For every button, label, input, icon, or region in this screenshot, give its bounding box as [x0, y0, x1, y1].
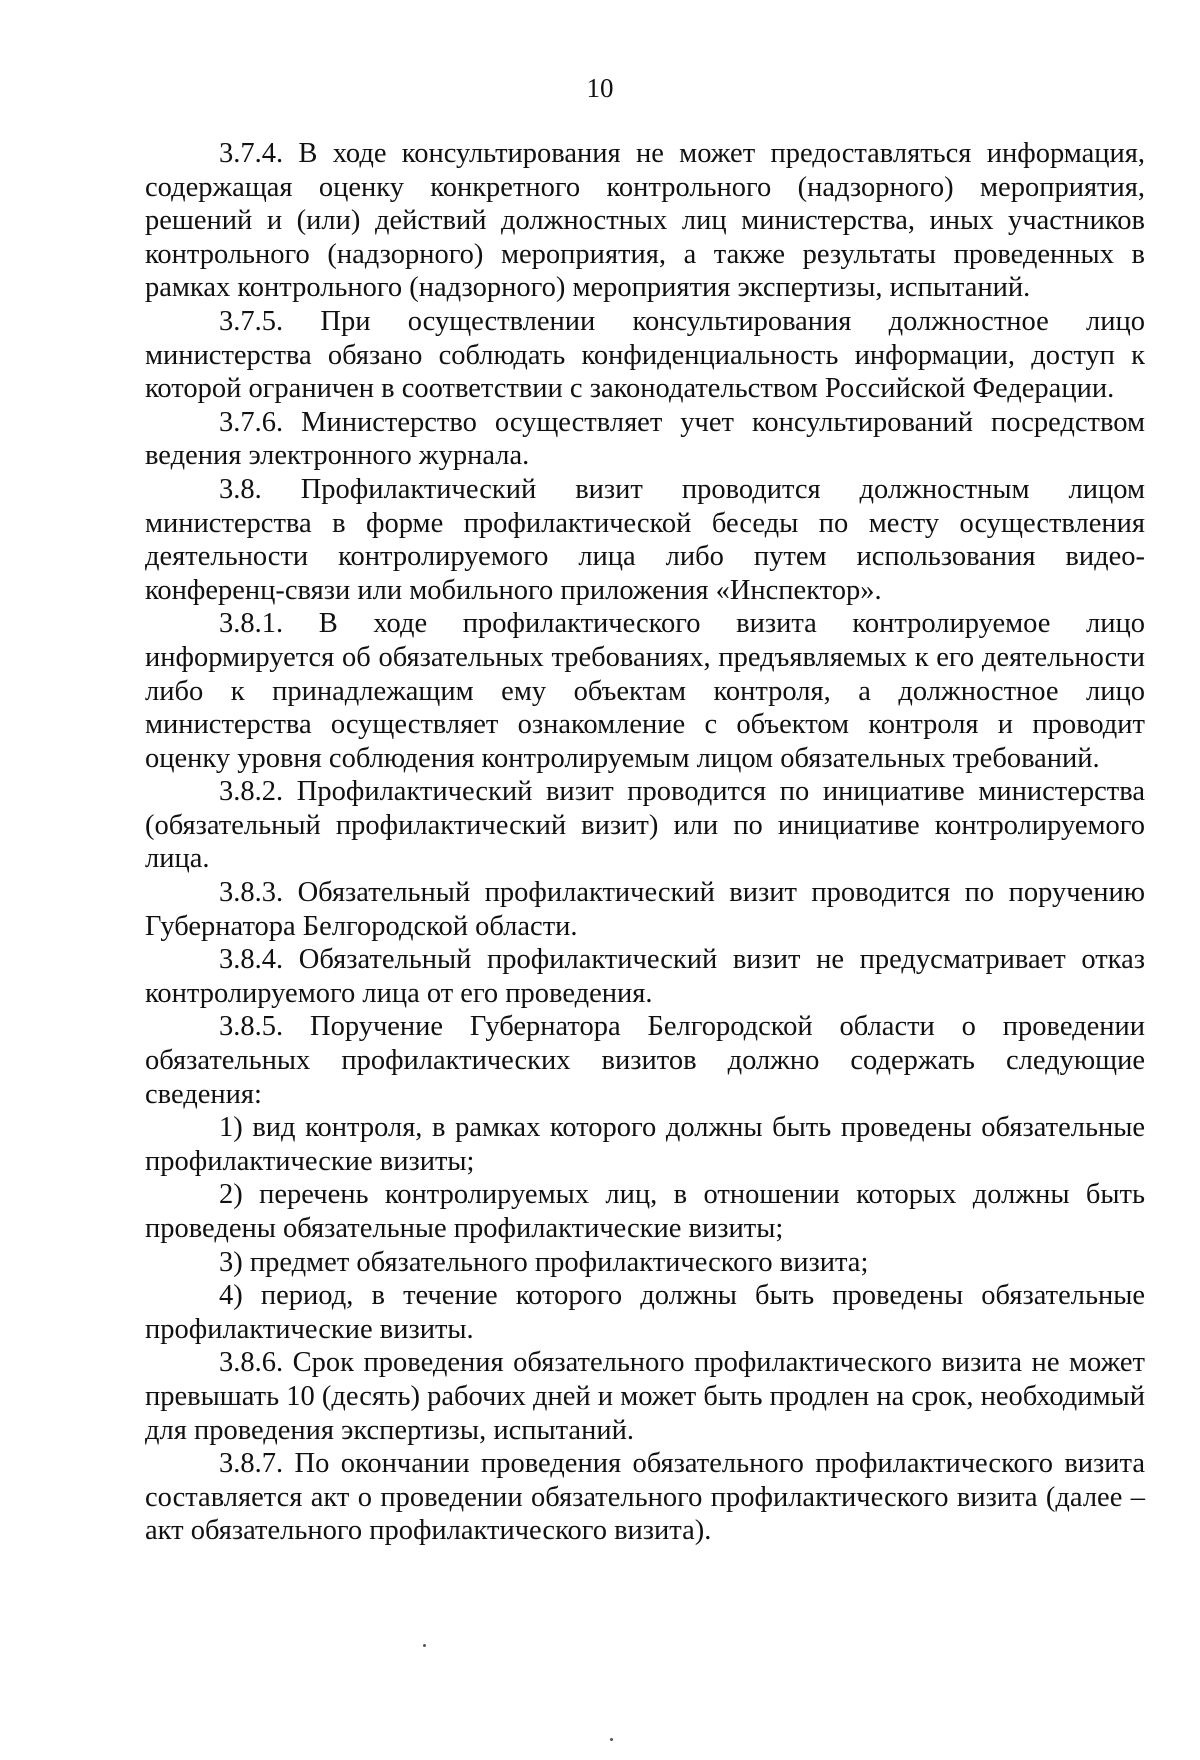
paragraph-3-8-4: 3.8.4. Обязательный профилактический визит не предусматривает отказ контролируемого лица от его проведения.	[145, 944, 1145, 1009]
paragraph-3-8-1: 3.8.1. В ходе профилактического визита контролируемое лицо информируется об обязательных требованиях, предъявляемых к его деятельности либо к принадлежащим ему объектам контроля, а должностное лицо министерства осуществляет ознакомление с объектом контроля и проводит оценку уровня соблюдения контролируемым лицом обязательных требований.	[145, 608, 1145, 774]
document-body	[145, 137, 1145, 1548]
list-item-2: 2) перечень контролируемых лиц, в отношении которых должны быть проведены обязательные профилактические визиты;	[145, 1179, 1145, 1244]
paragraph-3-8-6: 3.8.6. Срок проведения обязательного профилактического визита не может превышать 10 (десять) рабочих дней и может быть продлен на срок, необходимый для проведения экспертизы, испытаний.	[145, 1347, 1145, 1446]
paragraph-3-7-5: 3.7.5. При осуществлении консультирования должностное лицо министерства обязано соблюдать конфиденциальность информации, доступ к которой ограничен в соответствии с законодательством Российской Федерации.	[145, 305, 1145, 405]
list-item-1: 1) вид контроля, в рамках которого должны быть проведены обязательные профилактические визиты;	[145, 1112, 1145, 1177]
paragraph-3-8-7: 3.8.7. По окончании проведения обязательного профилактического визита составляется акт о проведении обязательного профилактического визита (далее – акт обязательного профилактического визита).	[145, 1448, 1145, 1547]
paragraph-3-8-5: 3.8.5. Поручение Губернатора Белгородской области о проведении обязательных профилактических визитов должно содержать следующие сведения:	[145, 1011, 1145, 1110]
list-item-4: 4) период, в течение которого должны быть проведены обязательные профилактические визиты.	[145, 1280, 1145, 1345]
scan-speck	[610, 1738, 613, 1741]
list-item-3: 3) предмет обязательного профилактического визита;	[219, 1246, 869, 1278]
paragraph-3-8-2: 3.8.2. Профилактический визит проводится по инициативе министерства (обязательный профилактический визит) или по инициативе контролируемого лица.	[145, 776, 1145, 875]
paragraph-3-7-4: 3.7.4. В ходе консультирования не может предоставляться информация, содержащая оценку конкретного контрольного (надзорного) мероприятия, решений и (или) действий должностных лиц министерства, иных участников контрольного (надзорного) мероприятия, а также результаты проведенных в рамках контрольного (надзорного) мероприятия экспертизы, испытаний.	[145, 138, 1145, 304]
paragraph-3-8-3: 3.8.3. Обязательный профилактический визит проводится по поручению Губернатора Белгородской области.	[145, 877, 1145, 942]
paragraph-3-7-6: 3.7.6. Министерство осуществляет учет консультирований посредством ведения электронного журнала.	[145, 406, 1145, 472]
paragraph-3-8: 3.8. Профилактический визит проводится должностным лицом министерства в форме профилактической беседы по месту осуществления деятельности контролируемого лица либо путем использования видео-конференц-связи или мобильного приложения «Инспектор».	[145, 473, 1145, 606]
page-number: 10	[586, 73, 614, 103]
scan-speck	[423, 1644, 426, 1647]
